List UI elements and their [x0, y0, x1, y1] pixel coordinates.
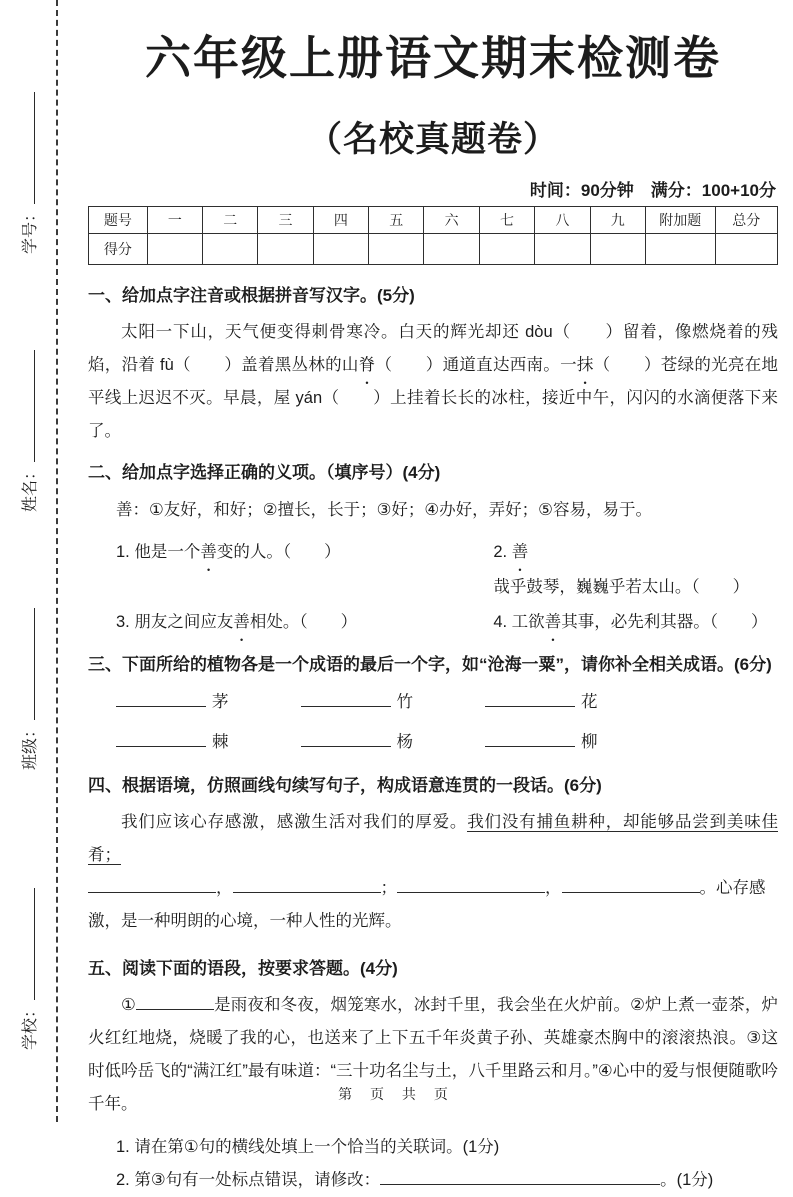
separator: ；	[380, 879, 397, 897]
passage-text: （ ）苍绿的光亮在地平线上迟迟不灭。早晨，屋 yán（ ）上挂着长长的冰柱，接近中午，闪闪的水滴便落下来了。	[88, 356, 778, 441]
section-5-question-1: 1. 请在第①句的横线处填上一个恰当的关联词。(1分)	[116, 1138, 500, 1157]
fill-blank	[485, 689, 575, 706]
section-2-items	[116, 535, 778, 640]
score-table-header: 四	[313, 207, 368, 234]
passage-text: ①	[121, 996, 136, 1015]
score-cell	[147, 234, 202, 265]
section-5	[88, 958, 778, 1197]
dotted-char: 脊	[358, 356, 376, 375]
score-cell	[479, 234, 534, 265]
score-cell	[590, 234, 645, 265]
idiom-item	[116, 729, 229, 755]
passage-text: 是雨夜和冬夜，烟笼寒水，冰封千里，我会坐在火炉前。②炉上煮一壶茶，炉火红红地烧，烧暖了我的心，也送来了上下五千年炎黄子孙、英雄豪杰胸中的滚滚热浪。③这时低吟岳飞的“满江红”最有味道：“三十功名尘与土，八千里路云和月。”④心中的爱与恨便随歌吟千年。	[88, 996, 778, 1114]
item-text: 哉乎鼓琴，巍巍乎若太山。（ ）	[493, 577, 750, 596]
score-table-header: 总分	[715, 207, 777, 234]
score-cell	[645, 234, 715, 265]
item-text: 变的人。（ ）	[216, 542, 341, 561]
passage-text: 我们应该心存感激，感激生活对我们的厚爱。	[121, 813, 468, 831]
class-blank-line	[19, 608, 35, 720]
score-table	[88, 206, 778, 265]
section-1	[88, 285, 778, 448]
separator: ，	[545, 879, 562, 897]
school-field	[17, 888, 40, 1050]
score-table-header: 七	[479, 207, 534, 234]
fill-blank	[88, 876, 216, 893]
section-1-heading: 一、给加点字注音或根据拼音写汉字。(5分)	[88, 286, 415, 305]
idiom-item	[485, 729, 598, 755]
separator: ，	[216, 879, 233, 897]
fill-blank	[301, 689, 391, 706]
score-cell	[369, 234, 424, 265]
section-2-definitions: 善：①友好，和好；②擅长，长于；③好；④办好，弄好；⑤容易，易于。	[116, 500, 652, 519]
passage-text: （ ）通道直达西南。一	[375, 356, 577, 375]
score-cell	[203, 234, 258, 265]
fill-blank	[136, 993, 214, 1010]
fill-blank	[116, 689, 206, 706]
score-row-label: 得分	[89, 234, 148, 265]
dotted-char: 善	[511, 542, 529, 561]
section-4	[88, 775, 778, 938]
name-field	[17, 350, 40, 512]
idiom-char: 茅	[212, 692, 229, 711]
school-blank-line	[19, 888, 35, 1000]
item-text: 3. 朋友之间应友	[116, 612, 234, 631]
section-2	[88, 462, 778, 639]
score-table-header: 八	[535, 207, 590, 234]
section-4-heading: 四、根据语境，仿照画线句续写句子，构成语意连贯的一段话。(6分)	[88, 775, 602, 795]
dotted-char: 善	[233, 612, 250, 631]
dotted-char: 善	[544, 612, 562, 631]
question-text: 2. 第③句有一处标点错误，请修改：	[116, 1171, 381, 1190]
idiom-item	[301, 729, 414, 755]
seal-dashed-line	[56, 0, 58, 1122]
idiom-char: 花	[581, 692, 598, 711]
item-text: 1. 他是一个	[116, 542, 201, 561]
dotted-char: 善	[200, 542, 217, 561]
idiom-char: 竹	[396, 692, 413, 711]
class-label: 班级：	[21, 721, 39, 770]
question-text: 。(1分)	[660, 1171, 714, 1190]
exam-subtitle: （名校真题卷）	[306, 120, 559, 159]
name-blank-line	[19, 350, 35, 462]
idiom-char: 棘	[212, 732, 229, 751]
item-text: 2.	[493, 542, 512, 561]
exam-time-score-info: 时间：90分钟 满分：100+10分	[529, 181, 776, 200]
section-3-heading: 三、下面所给的植物各是一个成语的最后一个字，如“沧海一粟”，请你补全相关成语。(6分)	[88, 654, 772, 674]
fill-blank	[380, 1168, 660, 1185]
fill-blank	[397, 876, 545, 893]
dotted-char: 抹	[576, 356, 594, 375]
fill-blank	[301, 729, 391, 746]
score-cell	[535, 234, 590, 265]
school-label: 学校：	[21, 1001, 39, 1050]
question-item	[116, 535, 493, 605]
seal-strip	[0, 0, 88, 1122]
section-4-passage	[88, 806, 778, 872]
score-cell	[424, 234, 479, 265]
item-text: 相处。（ ）	[249, 612, 358, 631]
page-footer: 第 页 共 页	[338, 1086, 455, 1102]
fill-blank	[233, 876, 381, 893]
question-item	[493, 605, 778, 640]
exam-title: 六年级上册语文期末检测卷	[145, 32, 721, 84]
score-table-header: 二	[203, 207, 258, 234]
score-cell	[715, 234, 777, 265]
student-number-label: 学号：	[21, 205, 39, 254]
score-table-header: 三	[258, 207, 313, 234]
score-table-header: 一	[147, 207, 202, 234]
score-cell	[313, 234, 368, 265]
fill-blank	[562, 876, 700, 893]
idiom-item	[485, 689, 598, 715]
question-item	[493, 535, 778, 605]
student-number-field	[17, 92, 40, 254]
score-table-header: 五	[369, 207, 424, 234]
section-5-heading: 五、阅读下面的语段，按要求答题。(4分)	[88, 959, 398, 978]
student-info-labels	[0, 0, 56, 1122]
score-table-header: 六	[424, 207, 479, 234]
score-table-header: 九	[590, 207, 645, 234]
class-field	[17, 608, 40, 770]
score-table-header: 题号	[89, 207, 148, 234]
item-text: 4. 工欲	[493, 612, 545, 631]
item-text: 其事，必先利其器。（ ）	[561, 612, 768, 631]
student-number-blank-line	[19, 92, 35, 204]
score-cell	[258, 234, 313, 265]
section-3	[88, 654, 778, 755]
section-4-blank-line	[88, 872, 778, 905]
idiom-row	[116, 689, 778, 715]
idiom-item	[301, 689, 414, 715]
idiom-char: 杨	[396, 732, 413, 751]
score-table-header: 附加题	[645, 207, 715, 234]
idiom-char: 柳	[581, 732, 598, 751]
name-label: 姓名：	[21, 463, 39, 512]
section-4-tail: 激，是一种明朗的心境，一种人性的光辉。	[88, 912, 402, 930]
idiom-item	[116, 689, 229, 715]
exam-paper	[88, 0, 778, 1197]
section-1-passage	[88, 316, 778, 448]
passage-text: 太阳一下山，天气便变得刺骨寒冷。白天的辉光却还 dòu（ ）留着，像燃烧着的残焰，沿着 fù（ ）盖着黑丛林的山	[88, 323, 778, 375]
question-item	[116, 605, 493, 640]
fill-blank	[485, 729, 575, 746]
separator: 。心存感	[699, 879, 766, 897]
section-2-heading: 二、给加点字选择正确的义项。（填序号）(4分)	[88, 463, 441, 483]
section-5-question-2	[116, 1164, 778, 1197]
idiom-row	[116, 729, 778, 755]
fill-blank	[116, 729, 206, 746]
underlined-model-sentence: 我们没有捕鱼耕种，却能够品尝到美味佳肴；	[88, 813, 779, 864]
